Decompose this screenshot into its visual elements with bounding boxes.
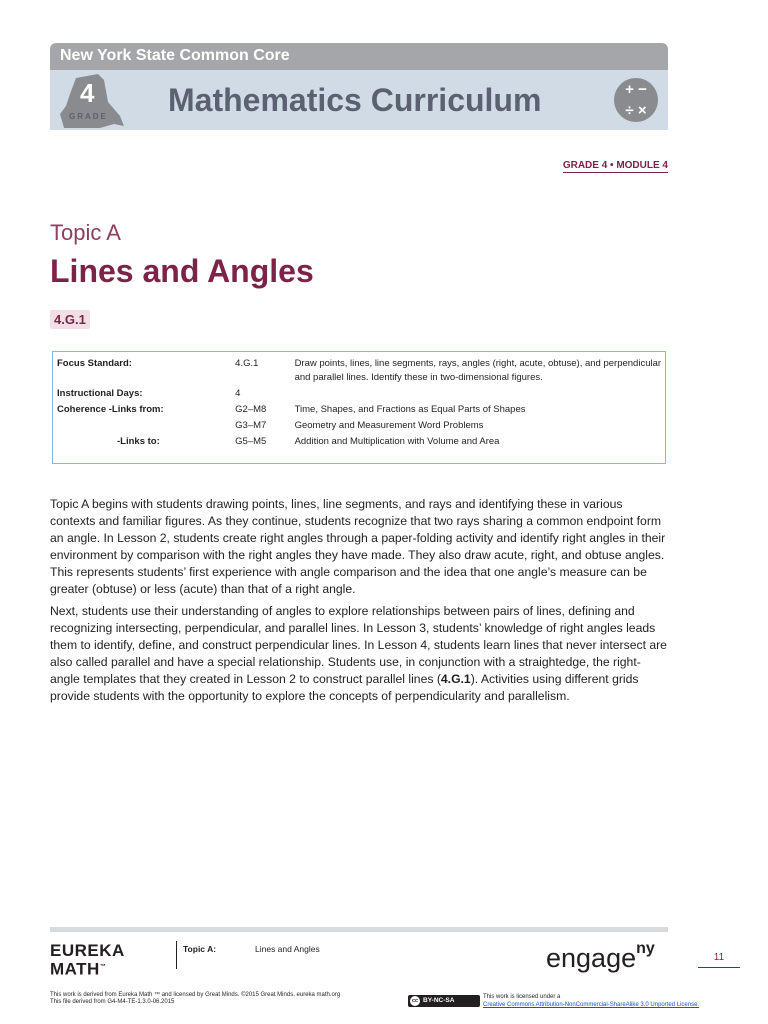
calculator-symbols-icon: + − ÷ × <box>614 78 658 122</box>
license-notice: This work is licensed under a Creative Commons Attribution-NonCommercial-ShareAlike 3.0 Unported License. <box>483 994 700 1008</box>
table-cell: Draw points, lines, line segments, rays, angles (right, acute, obtuse), and perpendicular and parallel lines. Identify these in two-dimensional figures. <box>294 358 662 383</box>
creative-commons-icon: cc <box>411 998 419 1004</box>
header-banner-top <box>50 43 668 70</box>
table-cell: G5–M5 <box>235 436 267 447</box>
table-cell: Coherence -Links from: <box>57 404 164 415</box>
footer-topic-label: Topic A: <box>183 944 217 954</box>
table-row <box>57 356 665 386</box>
table-cell: Time, Shapes, and Fractions as Equal Parts of Shapes <box>294 404 526 415</box>
topic-info-table <box>57 356 665 450</box>
table-row <box>57 386 665 402</box>
creative-commons-badge: cc BY-NC-SA <box>408 995 480 1007</box>
table-cell: Focus Standard: <box>57 358 132 369</box>
standard-ref: 4.G.1 <box>440 672 471 687</box>
page-number: 11 <box>698 952 740 968</box>
table-row <box>57 418 665 434</box>
table-cell: -Links to: <box>117 436 160 447</box>
table-row <box>57 402 665 418</box>
license-link[interactable]: Creative Commons Attribution-NonCommercial-ShareAlike 3.0 Unported License. <box>483 1002 700 1008</box>
footer-rule <box>50 927 668 932</box>
table-cell: G3–M7 <box>235 420 267 431</box>
table-cell: 4 <box>235 388 241 399</box>
derived-notice: This work is derived from Eureka Math ™ and licensed by Great Minds. ©2015 Great Minds. eureka math.org This file derived from G4-M4-TE-1.3.0-06.2015 <box>50 992 341 1005</box>
table-cell: Instructional Days: <box>57 388 143 399</box>
grade-word: GRADE <box>69 112 108 121</box>
topic-info-box <box>52 351 666 464</box>
standard-badge: 4.G.1 <box>50 310 90 329</box>
paragraph-intro: Topic A begins with students drawing points, lines, line segments, and rays and identifying these in various contexts and familiar figures. As they continue, students recognize that two rays sharing a common endpoint form an angle. In Lesson 2, students create right angles through a paper-folding activity and identify right angles in their environment by comparison with the right angles they have made. They also draw acute, right, and obtuse angles. This represents students’ first experience with angle comparison and the idea that one angle’s measure can be greater (obtuse) or less (acute) than that of a right angle. <box>50 497 666 597</box>
footer-topic-name: Lines and Angles <box>255 944 320 954</box>
header-banner-main <box>50 70 668 130</box>
curriculum-title: Mathematics Curriculum <box>168 82 542 118</box>
eureka-math-logo: EUREKA MATH™ <box>50 941 125 979</box>
table-cell: G2–M8 <box>235 404 267 415</box>
paragraph-next: Next, students use their understanding of angles to explore relationships between pairs of lines, defining and recognizing intersecting, perpendicular, and parallel lines. In Lesson 3, students’ knowledge of right angles leads them to identify, define, and construct perpendicular lines. In Lesson 4, students learn lines that never intersect are also called parallel and have a special relationship. Students use, in conjunction with a straightedge, the right-angle templates that they created in Lesson 2 to construct parallel lines (4.G.1). Activities using different grids provide students with the opportunity to explore the concepts of perpendicularity and parallelism. <box>50 604 667 704</box>
banner-top-text: New York State Common Core <box>60 47 290 64</box>
module-line: GRADE 4 • MODULE 4 <box>562 160 668 171</box>
engageny-logo: engage$^{ny}$ <box>546 940 655 973</box>
table-row <box>57 434 665 450</box>
topic-title: Lines and Angles <box>50 253 314 289</box>
table-cell <box>295 386 665 402</box>
grade-number: 4 <box>80 78 95 108</box>
table-cell <box>57 418 235 434</box>
table-cell: 4.G.1 <box>235 358 259 369</box>
topic-label: Topic A <box>50 220 121 245</box>
footer-divider <box>176 941 177 969</box>
table-cell: Addition and Multiplication with Volume and Area <box>294 436 500 447</box>
table-cell: Geometry and Measurement Word Problems <box>294 420 484 431</box>
